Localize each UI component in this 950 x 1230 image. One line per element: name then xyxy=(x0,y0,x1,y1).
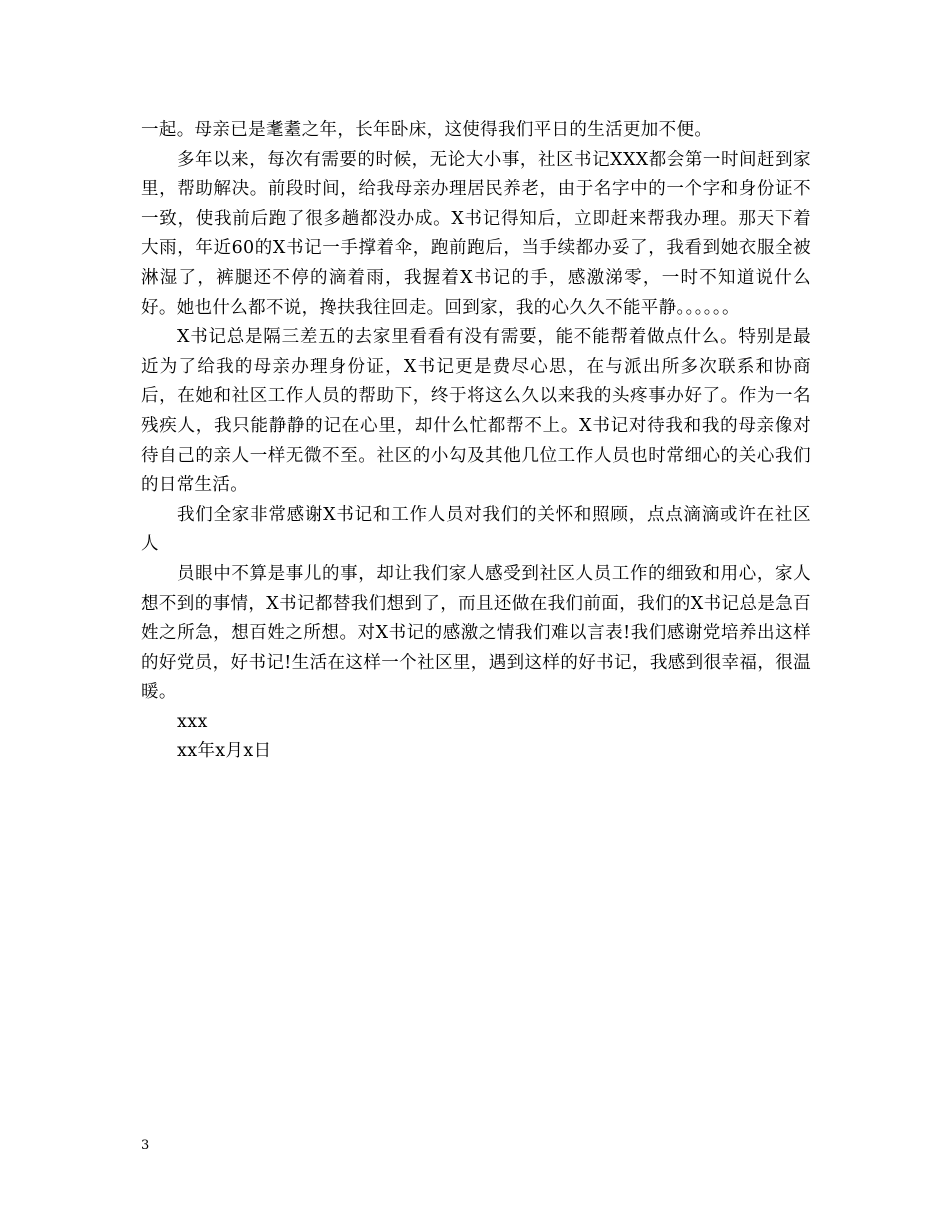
page-number: 3 xyxy=(141,1138,150,1153)
signature: xxx xyxy=(177,711,208,732)
document-body xyxy=(141,116,811,767)
paragraph-3: X书记总是隔三差五的去家里看看有没有需要，能不能帮着做点什么。特别是最近为了给我的母亲办理身份证，X书记更是费尽心思，在与派出所多次联系和协商后，在她和社区工作人员的帮助下，终于将这么久以来我的头疼事办好了。作为一名残疾人，我只能静静的记在心里，却什么忙都帮不上。X书记对待我和我的母亲像对待自己的亲人一样无微不至。社区的小勾及其他几位工作人员也时常细心的关心我们的日常生活。 xyxy=(141,327,811,496)
date-line: xx年x月x日 xyxy=(177,741,272,762)
paragraph-2: 多年以来，每次有需要的时候，无论大小事，社区书记XXX都会第一时间赶到家里，帮助解决。前段时间，给我母亲办理居民养老，由于名字中的一个字和身份证不一致，使我前后跑了很多趟都没办成。X书记得知后，立即赶来帮我办理。那天下着大雨，年近60的X书记一手撑着伞，跑前跑后，当手续都办妥了，我看到她衣服全被淋湿了，裤腿还不停的滴着雨，我握着X书记的手，感激涕零，一时不知道说什么好。她也什么都不说，搀扶我往回走。回到家，我的心久久不能平静。。。。。。 xyxy=(141,149,811,318)
paragraph-1: 一起。母亲已是耄耋之年，长年卧床，这使得我们平日的生活更加不便。 xyxy=(141,120,713,140)
paragraph-4: 我们全家非常感谢X书记和工作人员对我们的关怀和照顾，点点滴滴或许在社区人 xyxy=(141,504,811,555)
paragraph-5: 员眼中不算是事儿的事，却让我们家人感受到社区人员工作的细致和用心，家人想不到的事情，X书记都替我们想到了，而且还做在我们前面，我们的X书记总是急百姓之所急，想百姓之所想。对X书记的感激之情我们难以言表!我们感谢党培养出这样的好党员，好书记!生活在这样一个社区里，遇到这样的好书记，我感到很幸福，很温暖。 xyxy=(141,563,811,703)
